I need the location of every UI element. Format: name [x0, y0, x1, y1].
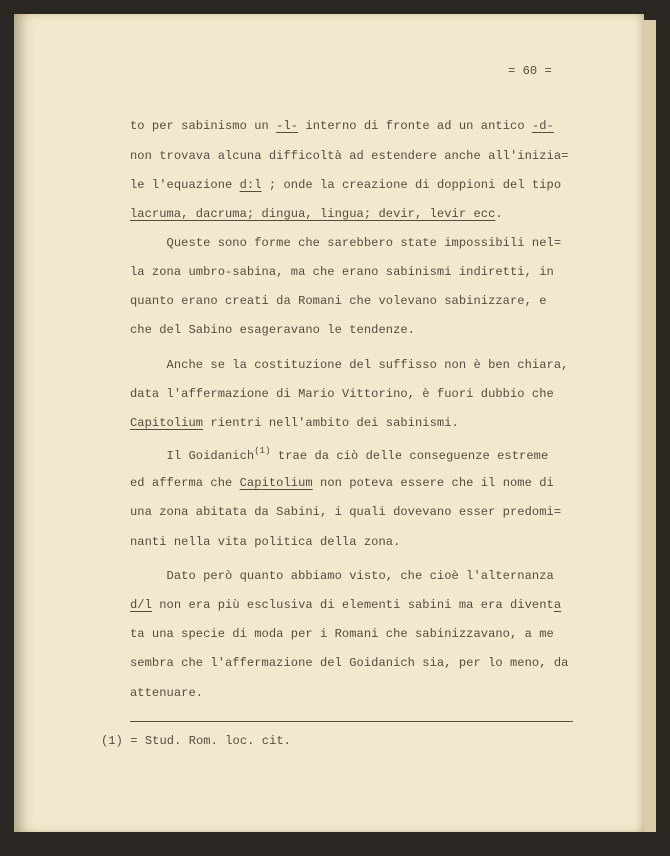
- text-line: [130, 207, 503, 221]
- underlined-text: d:l: [239, 178, 262, 192]
- underlined-text: Capitolium: [239, 476, 313, 490]
- text-segment: Il Goidanich: [130, 449, 255, 463]
- text-line: [130, 505, 561, 519]
- text-segment: non era più esclusiva di elementi sabini ma era divent: [151, 598, 554, 612]
- text-line: [130, 358, 568, 372]
- underlined-text: lacruma, dacruma; dingua, lingua; devir, levir ecc: [130, 207, 496, 221]
- text-segment: data l'affermazione di Mario Vittorino, è fuori dubbio che: [130, 387, 554, 401]
- text-line: [130, 323, 415, 337]
- text-segment: non poteva essere che il nome di: [312, 476, 554, 490]
- text-segment: to per sabinismo un: [130, 119, 277, 133]
- text-line: [130, 416, 459, 430]
- text-segment: Anche se la costituzione del suffisso non è ben chiara,: [130, 358, 569, 372]
- text-segment: quanto erano creati da Romani che volevano sabinizzare, e: [130, 294, 547, 308]
- text-segment: Dato però quanto abbiamo visto, che cioè l'alternanza: [130, 569, 554, 583]
- underlined-text: d/l: [130, 598, 152, 612]
- underlined-text: -d-: [531, 119, 554, 133]
- text-segment: la zona umbro-sabina, ma che erano sabinismi indiretti, in: [130, 265, 554, 279]
- text-line: [130, 119, 554, 133]
- footnote: (1) = Stud. Rom. loc. cit.: [101, 734, 291, 748]
- footnote-rule: [130, 721, 573, 722]
- text-segment: ed afferma che: [130, 476, 240, 490]
- text-line: [130, 476, 554, 490]
- text-line: [130, 535, 400, 549]
- text-line: [130, 569, 554, 583]
- underlined-text: Capitolium: [130, 416, 204, 430]
- text-segment: non trovava alcuna difficoltà ad estendere anche all'inizia=: [130, 149, 569, 163]
- underlined-text: a: [553, 598, 562, 612]
- text-segment: nanti nella vita politica della zona.: [130, 535, 401, 549]
- text-segment: le l'equazione: [130, 178, 240, 192]
- page-edge: [644, 20, 656, 832]
- text-line: [130, 446, 548, 463]
- text-segment: sembra che l'affermazione del Goidanich sia, per lo meno, da: [130, 656, 569, 670]
- text-segment: Queste sono forme che sarebbero state impossibili nel=: [130, 236, 562, 250]
- text-segment: trae da ciò delle conseguenze estreme: [270, 449, 549, 463]
- text-line: [130, 236, 561, 250]
- text-segment: rientri nell'ambito dei sabinismi.: [203, 416, 459, 430]
- footnote-marker: (1): [254, 446, 271, 456]
- text-line: [130, 598, 561, 612]
- text-segment: ; onde la creazione di doppioni del tipo: [261, 178, 562, 192]
- text-segment: .: [495, 207, 503, 221]
- text-line: [130, 627, 554, 641]
- text-line: [130, 265, 554, 279]
- text-segment: interno di fronte ad un antico: [298, 119, 532, 133]
- text-line: [130, 387, 554, 401]
- text-segment: ta una specie di moda per i Romani che sabinizzavano, a me: [130, 627, 554, 641]
- text-segment: attenuare.: [130, 686, 204, 700]
- page-number: = 60 =: [508, 64, 552, 78]
- text-segment: una zona abitata da Sabini, i quali dovevano esser predomi=: [130, 505, 562, 519]
- text-line: [130, 656, 568, 670]
- text-line: [130, 686, 203, 700]
- text-line: [130, 294, 547, 308]
- text-line: [130, 178, 561, 192]
- text-line: [130, 149, 568, 163]
- underlined-text: -l-: [276, 119, 299, 133]
- text-segment: che del Sabino esageravano le tendenze.: [130, 323, 415, 337]
